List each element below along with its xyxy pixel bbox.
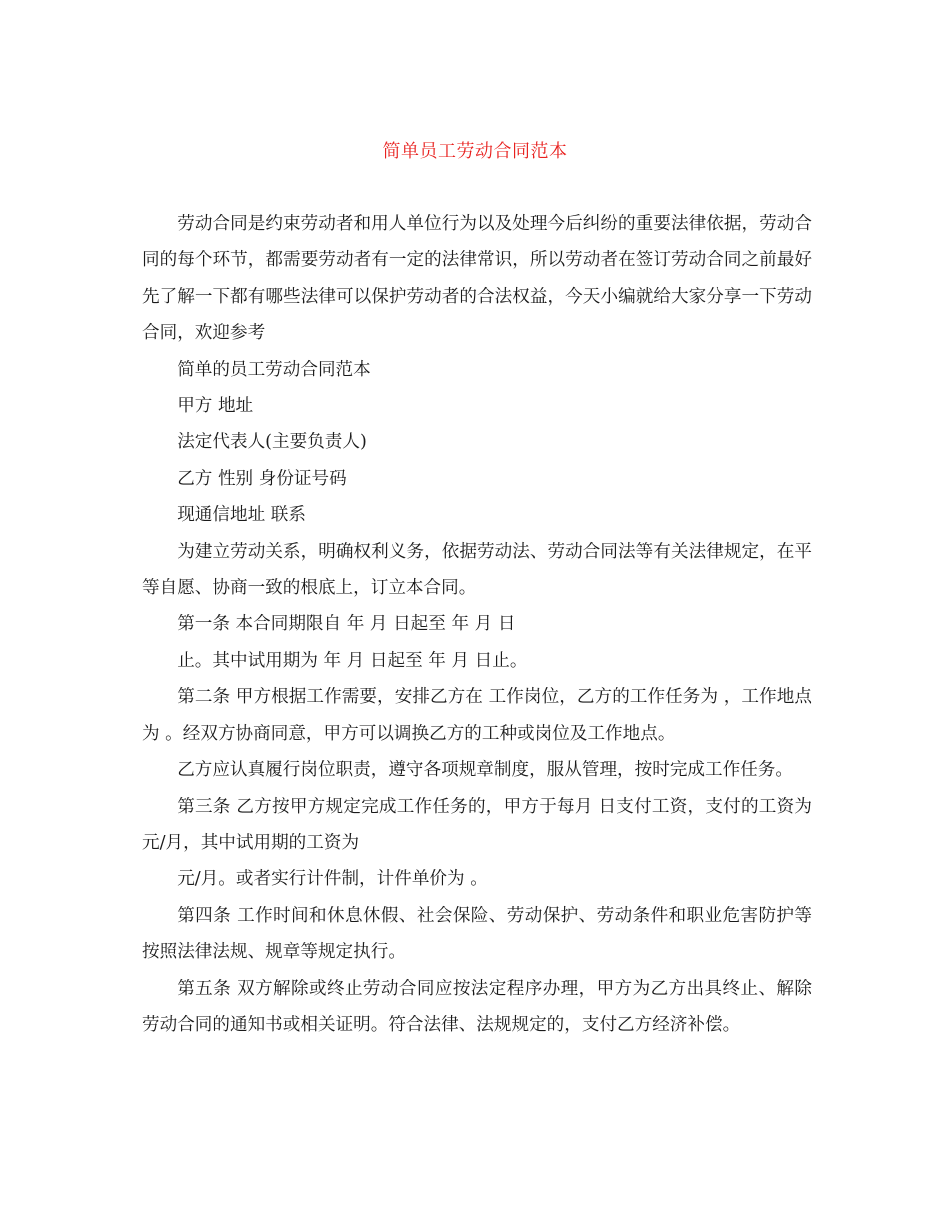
paragraph-contact: 现通信地址 联系 (177, 505, 306, 526)
paragraph-party-a: 甲方 地址 (177, 396, 254, 417)
document-title: 简单员工劳动合同范本 (382, 141, 568, 162)
paragraph-subtitle: 简单的员工劳动合同范本 (177, 359, 371, 380)
paragraph-article-1-cont: 止。其中试用期为 年 月 日起至 年 月 日止。 (177, 650, 528, 671)
paragraph-legal-rep: 法定代表人(主要负责人) (177, 432, 367, 453)
paragraph-article-5: 第五条 双方解除或终止劳动合同应按法定程序办理，甲方为乙方出具终止、解除劳动合同的通知书或相关证明。符合法律、法规规定的，支付乙方经济补偿。 (142, 978, 812, 1035)
paragraph-article-4: 第四条 工作时间和休息休假、社会保险、劳动保护、劳动条件和职业危害防护等按照法律法规、规章等规定执行。 (142, 905, 812, 963)
document-body (142, 206, 812, 1043)
paragraph-article-1: 第一条 本合同期限自 年 月 日起至 年 月 日 (177, 614, 516, 635)
paragraph-article-2-duty: 乙方应认真履行岗位职责，遵守各项规章制度，服从管理，按时完成工作任务。 (177, 760, 793, 781)
paragraph-party-b: 乙方 性别 身份证号码 (177, 468, 347, 489)
paragraph-article-3: 第三条 乙方按甲方规定完成工作任务的，甲方于每月 日支付工资，支付的工资为 元/月，其中试用期的工资为 (142, 796, 812, 853)
paragraph-article-3-cont: 元/月。或者实行计件制，计件单价为 。 (177, 869, 488, 890)
paragraph-article-2: 第二条 甲方根据工作需要，安排乙方在 工作岗位，乙方的工作任务为 ，工作地点为 。经双方协商同意，甲方可以调换乙方的工种或岗位及工作地点。 (142, 687, 812, 744)
paragraph-intro: 劳动合同是约束劳动者和用人单位行为以及处理今后纠纷的重要法律依据，劳动合同的每个环节，都需要劳动者有一定的法律常识，所以劳动者在签订劳动合同之前最好先了解一下都有哪些法律可以保护劳动者的合法权益，今天小编就给大家分享一下劳动合同，欢迎参考 (142, 214, 812, 344)
paragraph-purpose: 为建立劳动关系，明确权利义务，依据劳动法、劳动合同法等有关法律规定，在平等自愿、协商一致的根底上，订立本合同。 (142, 541, 812, 599)
